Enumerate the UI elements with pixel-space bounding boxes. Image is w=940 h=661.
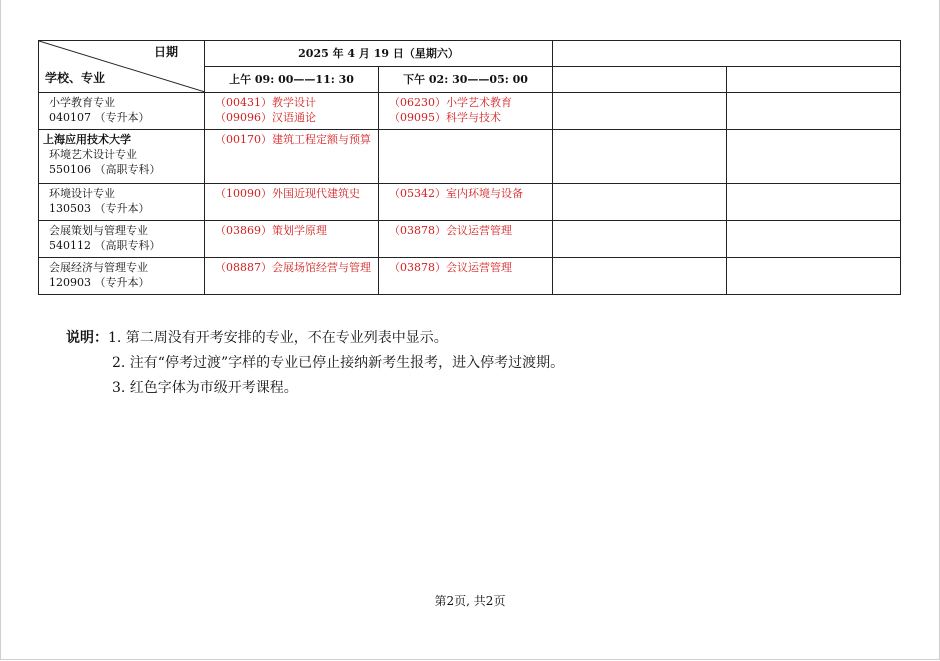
course-item: （08887）会展场馆经营与管理 xyxy=(215,261,371,274)
empty-time-header xyxy=(727,67,901,93)
afternoon-time-header: 下午 02: 30——05: 00 xyxy=(379,67,553,93)
program-cell xyxy=(39,258,205,295)
major-code-level: 550106 （高职专科） xyxy=(49,163,161,176)
morning-courses xyxy=(205,93,379,130)
course-item: （03878）会议运营管理 xyxy=(389,224,512,237)
morning-time-header: 上午 09: 00——11: 30 xyxy=(205,67,379,93)
major-code-level: 120903 （专升本） xyxy=(49,276,150,289)
note-item xyxy=(66,376,564,401)
major-name: 会展经济与管理专业 xyxy=(49,261,148,274)
page-number-footer: 第2页, 共2页 xyxy=(434,594,506,608)
table-row xyxy=(39,93,901,130)
corner-header-cell xyxy=(39,41,205,93)
morning-courses xyxy=(205,258,379,295)
note-item xyxy=(66,351,564,376)
course-item: （00431）教学设计 xyxy=(215,96,316,109)
table-row xyxy=(39,258,901,295)
table-row xyxy=(39,184,901,221)
course-item: （10090）外国近现代建筑史 xyxy=(215,187,360,200)
program-cell xyxy=(39,184,205,221)
note-text: 3. 红色字体为市级开考课程。 xyxy=(112,380,298,396)
empty-cell xyxy=(727,221,901,258)
program-cell xyxy=(39,130,205,184)
morning-courses xyxy=(205,221,379,258)
university-name: 上海应用技术大学 xyxy=(43,133,131,146)
empty-date-header xyxy=(553,41,901,67)
empty-cell xyxy=(553,258,727,295)
course-item: （09096）汉语通论 xyxy=(215,111,316,124)
major-code-level: 540112 （高职专科） xyxy=(49,239,161,252)
empty-cell xyxy=(553,221,727,258)
note-item xyxy=(66,326,564,351)
corner-school-major-label: 学校、专业 xyxy=(45,71,106,85)
major-code-level: 130503 （专升本） xyxy=(49,202,150,215)
empty-cell xyxy=(727,258,901,295)
course-item: （06230）小学艺术教育 xyxy=(389,96,512,109)
major-code-level: 040107 （专升本） xyxy=(49,111,150,124)
note-text: 1. 第二周没有开考安排的专业，不在专业列表中显示。 xyxy=(108,330,448,346)
course-item: （05342）室内环境与设备 xyxy=(389,187,523,200)
major-name: 会展策划与管理专业 xyxy=(49,224,148,237)
course-item: （00170）建筑工程定额与预算 xyxy=(215,133,371,146)
empty-cell xyxy=(553,130,727,184)
afternoon-courses xyxy=(379,184,553,221)
note-text: 2. 注有“停考过渡”字样的专业已停止接纳新考生报考，进入停考过渡期。 xyxy=(112,355,565,371)
afternoon-courses xyxy=(379,258,553,295)
notes-section xyxy=(66,326,564,401)
course-item: （03869）策划学原理 xyxy=(215,224,327,237)
program-cell xyxy=(39,93,205,130)
empty-cell xyxy=(727,93,901,130)
afternoon-courses xyxy=(379,93,553,130)
major-name: 环境艺术设计专业 xyxy=(49,148,137,161)
corner-date-label: 日期 xyxy=(153,45,178,59)
afternoon-courses xyxy=(379,221,553,258)
empty-cell xyxy=(727,184,901,221)
exam-schedule-table xyxy=(38,40,901,295)
exam-date-header: 2025 年 4 月 19 日（星期六） xyxy=(205,41,553,67)
notes-label: 说明： xyxy=(66,330,108,346)
empty-cell xyxy=(727,130,901,184)
morning-courses xyxy=(205,130,379,184)
table-row xyxy=(39,130,901,184)
program-cell xyxy=(39,221,205,258)
major-name: 环境设计专业 xyxy=(49,187,115,200)
empty-cell xyxy=(553,93,727,130)
course-item: （09095）科学与技术 xyxy=(389,111,501,124)
afternoon-courses xyxy=(379,130,553,184)
major-name: 小学教育专业 xyxy=(49,96,115,109)
empty-cell xyxy=(553,184,727,221)
header-row-date xyxy=(39,41,901,67)
course-item: （03878）会议运营管理 xyxy=(389,261,512,274)
morning-courses xyxy=(205,184,379,221)
empty-time-header xyxy=(553,67,727,93)
table-row xyxy=(39,221,901,258)
